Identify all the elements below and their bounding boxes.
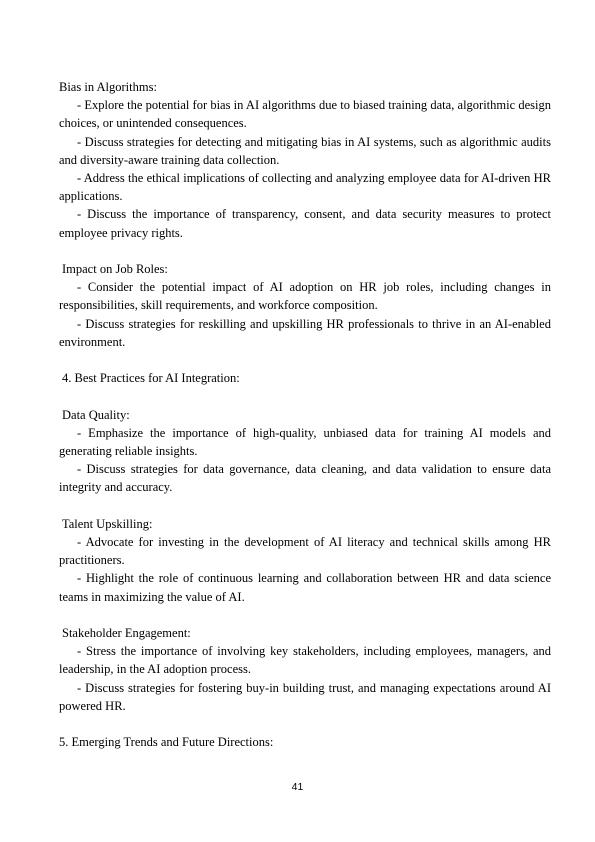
impact-heading: Impact on Job Roles: <box>62 262 168 277</box>
data-quality-item: - Discuss strategies for data governance, data cleaning, and data validation to ensure data integrity and accuracy. <box>59 462 551 495</box>
talent-upskilling-item: - Highlight the role of continuous learning and collaboration between HR and data science teams in maximizing the value of AI. <box>59 571 551 604</box>
talent-upskilling-item: - Advocate for investing in the development of AI literacy and technical skills among HR practitioners. <box>59 535 551 568</box>
talent-upskilling-heading: Talent Upskilling: <box>62 516 153 531</box>
data-quality-item: - Emphasize the importance of high-quality, unbiased data for training AI models and generating reliable insights. <box>59 425 551 459</box>
data-quality-heading: Data Quality: <box>62 407 130 422</box>
bias-item: - Address the ethical implications of collecting and analyzing employee data for AI-driven HR applications. <box>59 171 551 204</box>
impact-item: - Consider the potential impact of AI adoption on HR job roles, including changes in responsibilities, skill requirements, and workforce composition. <box>59 280 551 313</box>
bias-item: - Discuss strategies for detecting and mitigating bias in AI systems, such as algorithmic audits and diversity-aware training data collection. <box>59 134 551 167</box>
impact-item: - Discuss strategies for reskilling and upskilling HR professionals to thrive in an AI-enabled environment. <box>59 316 551 349</box>
stakeholder-item: - Stress the importance of involving key stakeholders, including employees, managers, and leadership, in the AI adoption process. <box>59 644 551 677</box>
stakeholder-item: - Discuss strategies for fostering buy-in building trust, and managing expectations around AI powered HR. <box>59 680 551 713</box>
stakeholder-heading: Stakeholder Engagement: <box>62 626 191 641</box>
section-5-heading: 5. Emerging Trends and Future Directions: <box>59 735 274 750</box>
bias-item: - Discuss the importance of transparency, consent, and data security measures to protect employee privacy rights. <box>59 207 551 240</box>
bias-heading: Bias in Algorithms: <box>59 80 157 94</box>
section-4-heading: 4. Best Practices for AI Integration: <box>62 371 240 386</box>
page-body <box>59 78 551 751</box>
bias-item: - Explore the potential for bias in AI algorithms due to biased training data, algorithmic design choices, or unintended consequences. <box>59 98 551 131</box>
page-number: 41 <box>291 781 304 793</box>
